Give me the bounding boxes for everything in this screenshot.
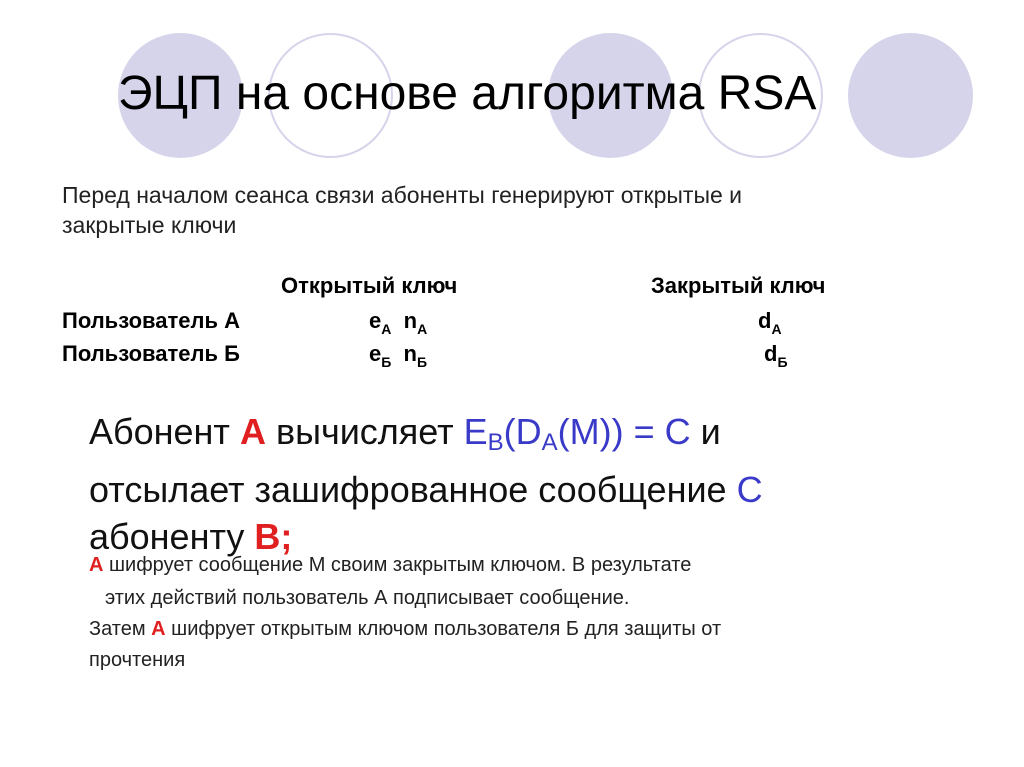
row-user-b-label: Пользователь Б: [62, 341, 240, 366]
decor-circle-5: [848, 33, 973, 158]
page-title: ЭЦП на основе алгоритма RSA: [118, 67, 817, 120]
note-line-3: Затем А шифрует открытым ключом пользователя Б для защиты от: [89, 618, 722, 640]
main-line-1: Абонент А вычисляет $E_B(D_A(M)) = C$ и: [89, 411, 721, 456]
row-user-b-private: $d_Б$: [764, 341, 788, 370]
row-user-a-public: $e_A$ $n_A$: [369, 308, 428, 337]
row-user-a-private: $d_A$: [758, 308, 782, 337]
note-line-2: этих действий пользователь А подписывает сообщение.: [105, 587, 630, 609]
note-line-4: прочтения: [89, 649, 186, 671]
intro-line-2: закрытые ключи: [62, 212, 237, 238]
main-statement: [89, 408, 989, 560]
col-header-public: Открытый ключ: [281, 273, 458, 298]
row-user-a-label: Пользователь А: [62, 308, 241, 333]
note-line-1: А шифрует сообщение М своим закрытым ключом. В результате: [89, 554, 692, 576]
formula: $E_B(D_A(M)) = C$: [463, 411, 691, 456]
intro-line-1: Перед началом сеанса связи абоненты генерируют открытые и: [62, 182, 743, 208]
main-line-2: отсылает зашифрованное сообщение С: [89, 469, 763, 510]
col-header-private: Закрытый ключ: [651, 273, 826, 298]
main-line-3: абоненту В;: [89, 516, 293, 557]
intro-text: [62, 180, 742, 240]
row-user-b-public: $e_Б$ $n_Б$: [369, 341, 428, 370]
